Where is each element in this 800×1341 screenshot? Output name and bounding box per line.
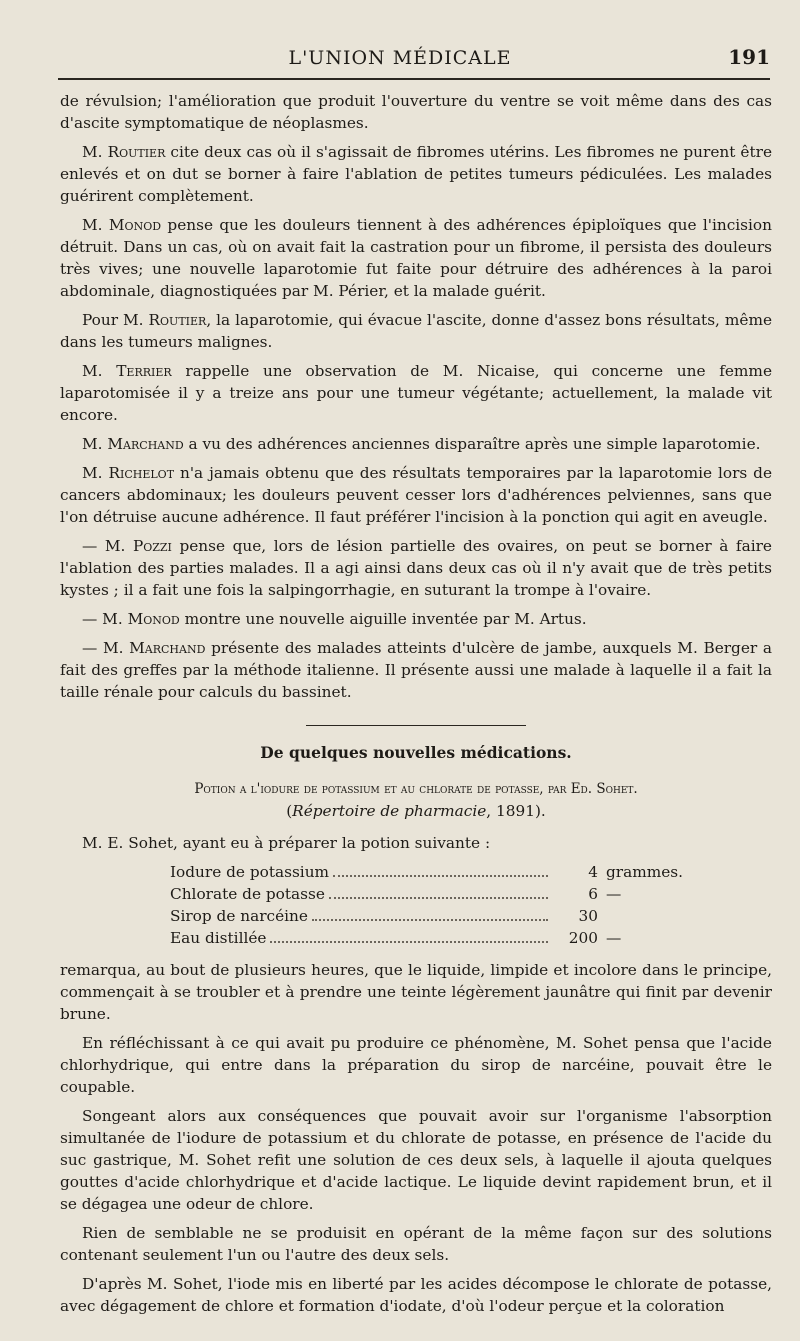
paragraph-text: M. xyxy=(82,464,109,482)
recipe-ingredient: Iodure de potassium xyxy=(170,863,330,881)
paragraph-text: M. xyxy=(82,435,108,453)
paragraph-text: , la laparotomie, qui évacue l'ascite, donne d'assez bons résultats, même dans les tumeurs malignes. xyxy=(60,311,773,351)
paragraph-text: présente des malades atteints d'ulcère de jambe, auxquels M. Berger a fait des greffes par la méthode italienne. Il présente aussi une malade à laquelle il a fait la taille rénale pour calculs du bassinet. xyxy=(60,639,772,701)
paragraph xyxy=(60,1032,772,1098)
dot-leader xyxy=(329,897,548,899)
page-number: 191 xyxy=(728,45,770,69)
speaker-name: Monod xyxy=(108,216,162,234)
recipe-quantity: 200 xyxy=(568,929,598,947)
section-separator xyxy=(306,725,526,726)
header-rule xyxy=(58,78,770,80)
paragraph xyxy=(60,90,772,134)
paragraph xyxy=(60,141,772,207)
recipe-ingredient: Eau distillée xyxy=(170,929,267,947)
recipe-row xyxy=(170,861,690,883)
speaker-name: Richelot xyxy=(108,464,175,482)
section-title: De quelques nouvelles médications. xyxy=(260,743,572,762)
paragraph-text: — M. xyxy=(82,610,128,628)
paragraph-text: D'après M. Sohet, l'iode mis en liberté par les acides décompose le chlorate de potasse, avec dégagement de chlore et formation d'iodate, d'où l'odeur perçue et la coloration xyxy=(60,1275,772,1315)
dot-leader xyxy=(270,941,548,943)
paragraph-text: rappelle une observation de M. Nicaise, qui concerne une femme laparotomisée il y a treize ans pour une tumeur végétante; actuellement, la malade vit encore. xyxy=(60,362,772,424)
speaker-name: Terrier xyxy=(116,362,172,380)
paragraph-text: Rien de semblable ne se produisit en opérant de la même façon sur des solutions contenant seulement l'un ou l'autre des deux sels. xyxy=(60,1224,772,1264)
paragraph xyxy=(60,1222,772,1266)
session-report xyxy=(60,90,772,703)
paragraph-text: Pour M. xyxy=(82,311,149,329)
paragraph-text: montre une nouvelle aiguille inventée par M. Artus. xyxy=(179,610,587,628)
paragraph-text: cite deux cas où il s'agissait de fibromes utérins. Les fibromes ne purent être enlevés et on dut se borner à faire l'ablation de petites tumeurs pédiculées. Les malades guérirent complètement. xyxy=(60,143,772,205)
paragraph-text: Songeant alors aux conséquences que pouvait avoir sur l'organisme l'absorption simultanée de l'iodure de potassium et du chlorate de potasse, en présence de l'acide du suc gastrique, M. Sohet refit une solution de ces deux sels, à laquelle il ajouta quelques gouttes d'acide chlorhydrique et d'acide lactique. Le liquide devint rapidement brun, et il se dégagea une odeur de chlore. xyxy=(60,1107,772,1213)
recipe-intro: M. E. Sohet, ayant eu à préparer la potion suivante : xyxy=(82,834,491,852)
recipe-table xyxy=(170,861,690,949)
speaker-name: Marchand xyxy=(107,435,184,453)
potion-title: Potion a l'iodure de potassium et au chlorate de potasse, par Ed. Sohet. xyxy=(194,781,638,797)
article-continuation xyxy=(60,959,772,1317)
paragraph xyxy=(60,959,772,1025)
recipe-row xyxy=(170,883,690,905)
potion-source: (Répertoire de pharmacie, 1891). xyxy=(286,802,546,820)
recipe-ingredient: Sirop de narcéine xyxy=(170,907,308,925)
paragraph-text: pense que les douleurs tiennent à des adhérences épiploïques que l'incision détruit. Dans un cas, où on avait fait la castration pour un fibrome, il persista des douleurs très vives; une nouvelle laparotomie fut faite pour détruire des adhérences à la paroi abdominale, diagnostiquées par M. Périer, et la malade guérit. xyxy=(60,216,772,300)
paragraph xyxy=(60,309,772,353)
paragraph-text: de révulsion; l'amélioration que produit l'ouverture du ventre se voit même dans des cas d'ascite symptomatique de néoplasmes. xyxy=(60,92,772,132)
paragraph-text: remarqua, au bout de plusieurs heures, que le liquide, limpide et incolore dans le principe, commençait à se troubler et à prendre une teinte légèrement jaunâtre qui finit par devenir brune. xyxy=(60,961,772,1023)
paragraph-text: En réfléchissant à ce qui avait pu produire ce phénomène, M. Sohet pensa que l'acide chlorhydrique, qui entre dans la préparation du sirop de narcéine, pouvait être le coupable. xyxy=(60,1034,772,1096)
paragraph-text: — M. xyxy=(82,537,133,555)
paragraph-text: M. xyxy=(82,362,117,380)
recipe-unit: — xyxy=(606,885,622,903)
potion-source-year: , 1891). xyxy=(486,802,546,820)
paragraph xyxy=(60,637,772,703)
recipe-ingredient: Chlorate de potasse xyxy=(170,885,325,903)
recipe-quantity: 30 xyxy=(578,907,598,925)
paragraph xyxy=(60,462,772,528)
running-header: L'UNION MÉDICALE xyxy=(288,47,512,69)
speaker-name: Routier xyxy=(148,311,207,329)
dot-leader xyxy=(312,919,548,921)
paragraph-text: n'a jamais obtenu que des résultats temporaires par la laparotomie lors de cancers abdominaux; les douleurs peuvent cesser lors d'adhérences pelviennes, sans que l'on détruise aucune adhérence. Il faut préférer l'incision à la ponction qui agit en aveugle. xyxy=(60,464,773,526)
recipe-quantity: 4 xyxy=(588,863,598,881)
paragraph xyxy=(60,535,772,601)
paragraph xyxy=(60,1105,772,1215)
paragraph-text: M. xyxy=(82,143,108,161)
paragraph-text: a vu des adhérences anciennes disparaître après une simple laparotomie. xyxy=(183,435,761,453)
speaker-name: Monod xyxy=(127,610,180,628)
paragraph xyxy=(60,214,772,302)
dot-leader xyxy=(333,875,548,877)
paragraph-text: — M. xyxy=(82,639,130,657)
paragraph xyxy=(60,360,772,426)
recipe-row xyxy=(170,905,690,927)
article-body xyxy=(60,90,772,1324)
recipe-row xyxy=(170,927,690,949)
recipe-unit: — xyxy=(606,929,622,947)
paragraph-text: pense que, lors de lésion partielle des ovaires, on peut se borner à faire l'ablation des parties malades. Il a agi ainsi dans deux cas où il n'y avait que de très petits kystes ; il a fait une fois la salpingorrhagie, en suturant la trompe à l'ovaire. xyxy=(60,537,772,599)
potion-source-journal: Répertoire de pharmacie xyxy=(292,802,487,820)
recipe-quantity: 6 xyxy=(588,885,598,903)
speaker-name: Pozzi xyxy=(132,537,172,555)
paragraph-text: M. xyxy=(82,216,109,234)
paragraph xyxy=(60,1273,772,1317)
recipe-unit: grammes. xyxy=(606,863,683,881)
paragraph xyxy=(60,433,772,455)
speaker-name: Marchand xyxy=(129,639,206,657)
paragraph xyxy=(60,608,772,630)
speaker-name: Routier xyxy=(107,143,166,161)
